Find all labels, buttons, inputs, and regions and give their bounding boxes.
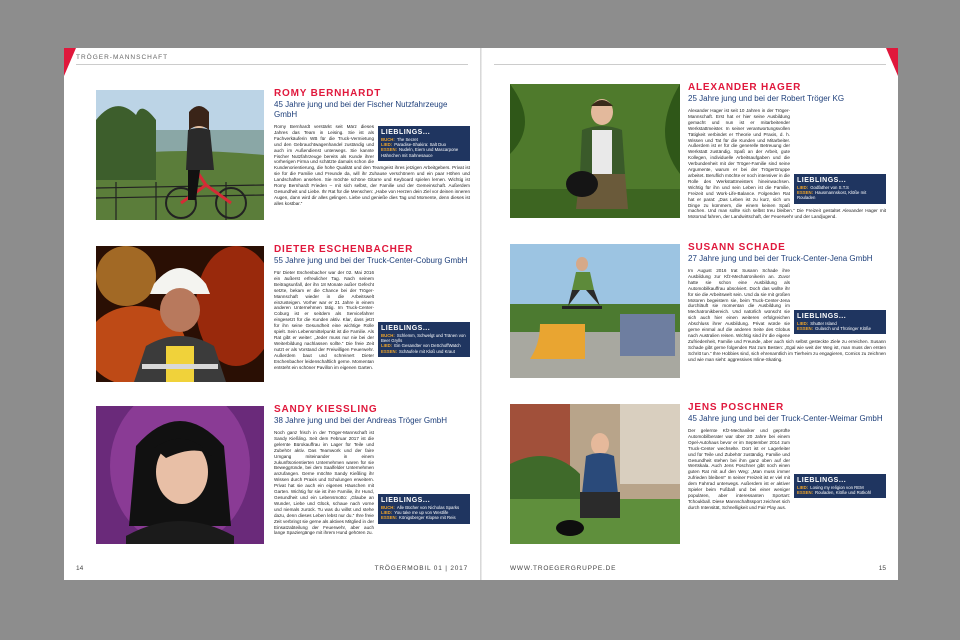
right-page [482,48,898,580]
website-url: WWW.TROEGERGRUPPE.DE [510,565,617,572]
header-rule [76,64,468,65]
profile-jens-poschner [688,402,886,511]
profile-body: Für Dieter Eschenbacher war der 02. Mai 2016 ein äußerst erfreulicher Tag. Nach seinem Beitragsunfall, der ihn 18 Monate außer Gefecht setzte, bekam er die Chance bei der Tröger-Mannschaft wieder in die Arbeitswelt einzusteigen. Vorher war er 21 Jahre in einem anderen Unternehmen tätig. Im Truck-Center-Coburg ist er seitdem als Servicefahrer eingesetzt für die Kunden aktiv. Klar, dass jetzt für ihn seine Gesundheit eine wichtige Rolle spielt. Sein Lebensmittelpunkt ist die Familie. Als Rat gibt er weiter: „Jeder muss nur nie bei der Weiterbildung nachlassen sollte.“ Die freie Zeit nutzt er als Vorstand der Freiwilligen Feuerwehr. Außerdem baut und schreinert Dieter Eschenbacher leidenschaftlich gerne. Momentan entsteht ein schöner Pavillon im eigenen Garten. [274,270,374,370]
page-number-right: 15 [878,565,886,572]
profile-body: Alexander Hager ist seit 10 Jahren in der Tröger-Mannschaft. Erst hat er hier seine Ausbildung gemacht und nun ist er mitarbeitender Werkstattmeister. In seiner verantwortungsvollen Tätigkeit verbindet er Theorie und Praxis, d. h. Wissen und Tat für die Kunden und Mitarbeiter. Außerdem ist er für die generelle Betreuung der Werkstatt zuständig. Spaß an der Arbeit, gute Kollegen, individuelle Arbeitsaufgaben und die Verbundenheit mit der Tröger-Familie sind seine Argumente, warum er bei der TrögerGruppe arbeitet. Beruflich möchte er noch intensiver in die Rolle des Werkstattmeisters hineinwachsen. Wichtig für ihn und sein Leben ist die Familie, Freizeit und Work-Life-Balance. Folgenden Rat hat er parat: „Das Leben ist zu kurz, sich um Dinge zu kümmern, die einem keinen Spaß machen. Und man sollte sich selbst treu bleiben.“ Die Freizeit gestaltet Alexander Hager mit Motorrad fahren, der Landwirtschaft, der Feuerwehr und der Landjugend. [688,108,886,220]
header-rule [494,64,886,65]
profile-body: Der gelernte Kfz-Mechaniker und geprüfte Automobilberater war über 20 Jahre bei einem Opel-Autohaus bevor er im September 2014 zum Truck-Center wechselte. Dort ist er Lagerleiter und für Teile und Zubehör zuständig. Familie und Gesundheit stehen bei ihm ganz oben auf der Wertskala. Auch Jens Poschner gibt noch einen guten Rat mit auf den Weg: „Man muss immer zufrieden bleiben!“ In seiner Freizeit ist er viel mit dem Fahrrad unterwegs. Außerdem ist er aktiver Spieler beim Fußball und bei einer weniger populären, aber interessanten Sportart: Tchoukball. Diese Mannschaftssport zeichnet sich durch Intensität, Schnelligkeit und Fair Play aus. [688,428,790,510]
profile-subtitle: 27 Jahre jung und bei der Truck-Center-Jena GmbH [688,254,873,263]
photo-jens-poschner [510,404,680,544]
profile-body: Im August 2016 trat Susann Schade ihre Ausbildung zur Kfz-Mechatronikerin an. Zuvor hatte sie schon eine Ausbildung als Automobilkauffrau absolviert. Doch das wollte ihr für sie die Arbeitswelt sein. Und da sie mit großen Motoren begeistern sie, beim Truck-Center-Jena durchläuft sie momentan die Ausbildung im Mechatronikbereich. Und natürlich wünscht sie sich auch hier einen weiteren erfolgreichen Abschluss ihrer Ausbildung. Privat würde sie gerne einmal auf die anderen Seite des Globus nach Australien reisen. Wichtig sind ihr die eigene Zufriedenheit, Familie und Freunde, aber auch sich selbst gesteckte Ziele zu erreichen. Susann Schade gibt gerne folgenden Rat zum Besten: „Egal wie weit der Weg ist, man muss den ersten Schritt tun.“ Ihre Hobbies sind, sich ehrenamtlich im Tierheim zu engagieren, Comics zu zeichnen und wie man sieht: aggressives Inline-Skating. [688,268,886,362]
favorites-box: LIEBLINGS... BUCH: Alle Bücher von Nicholas Sparks LIED: You take me up von Westlife ESSEN: Königsberger Klopse mit Reis [378,494,470,524]
corner-accent-right [886,48,898,76]
profile-body: Noch ganz frisch in der Tröger-Mannschaft ist Sandy Kießling. Seit dem Februar 2017 ist die gelernte Bürokauffrau im Lager für Teile und Zubehör aktiv. Das Teamwork und der faire Umgang miteinander in einem zukunftsorientierten Unternehmen waren für sie Beweggründe, bei dem Saalfelder Unternehmen anzufangen. Gerne möchte Sandy Kießling ihr Wissen durch Praxis und Schulungen erweitern. Privat hat sie auch ein eigenes Häuschen mit Garten. Wichtig für sie ist ihre Familie, ihr Hund, Gesundheit und ein Lebensmotto: „Glaube an Wunder, Liebe und Glück, schaue nach vorne und niemals zurück. Tu was du willst und stehe dazu, denn dieses Leben lebst nur du.“ Ihre freie Zeit verbringt sie gerne als aktives Mitglied in der Einsatzabteilung der Feuerwehr, aber auch lange Spaziergänge mit ihrem Hund gehören zu. [274,430,374,536]
favorites-box: LIEBLINGS... LIED: Shutter Island ESSEN: Gulasch und Thüringer Klöße [794,310,886,334]
favorites-title: LIEBLINGS... [381,497,431,504]
photo-romy-bernhardt [96,90,264,220]
profile-body: Romy Bernhardt verstärkt seit März dieses Jahres das Team in Leising. Sie ist als Fachverkäuferin WB für die Truck-Vermietung und den Gebrauchtwagenhandel zuständig und auch im Außendienst unterwegs. Sie kannte Fischer Nutzfahrzeuge bereits als Kunde ihrer vorherigen Firma und schätzte damals schon die Kundenorientierung, die hohe Qualität und den Teamgeist ihres jetzigen Arbeitgebers. Privat ist sie für die Familie und Freunde da, will ihr Zuhause verschönern und ein paar Höhen und Landschaften ansehen. Sie möchte schöne Gitarre und Keyboard spielen lernen. Wichtig ist Romy Bernhardt Frieden – mit sich selbst, der Familie und der Gemeinschaft. Außerdem Gesundheit und Liebe. Ihr Rat für die Menschen: „Habe von Herzen dein Ziel vor deinen inneren Augen, dann wird dir alles gelingen. Liebe und genieße dies Tag und Momente, denn dieses ist alles kostbar.“ [274,124,470,206]
profile-romy-bernhardt [274,88,470,207]
profile-alexander-hager [688,82,886,220]
profile-dieter-eschenbacher [274,244,470,370]
profile-sandy-kiessling [274,404,470,536]
profile-name: ALEXANDER HAGER [688,82,802,93]
favorites-box: LIEBLINGS... BUCH: Schlemm, Schwelgt und Tränen von Beer Grylls LIED: Ein Gesandter von DeSchoffWatch ESSEN: Schäufele mit Kloß und Kraut [378,322,470,357]
favorites-title: LIEBLINGS... [797,177,847,184]
profile-name: DIETER ESCHENBACHER [274,244,414,255]
profile-name: SUSANN SCHADE [688,242,786,253]
profile-name: SANDY KIESSLING [274,404,378,415]
left-page [64,48,480,580]
photo-susann-schade [510,244,680,378]
profile-name: ROMY BERNHARDT [274,88,382,99]
profile-subtitle: 45 Jahre jung und bei der Truck-Center-Weimar GmbH [688,414,883,423]
profile-name: JENS POSCHNER [688,402,784,413]
favorites-title: LIEBLINGS... [797,313,847,320]
photo-dieter-eschenbacher [96,246,264,382]
favorites-title: LIEBLINGS... [381,325,431,332]
favorites-box: LIEBLINGS... BUCH: The Secret LIED: Paradise-Shakira: Salt Duo ESSEN: Nudeln, Eiern und Mascarpone Hähnchen mit Sahnesauce [378,126,470,161]
page-number-left: 14 [76,565,84,572]
favorites-box: LIEBLINGS... LIED: Godfather von S.T.S ESSEN: Hausmannskost, Klöße mit Rouladen [794,174,886,204]
favorites-title: LIEBLINGS... [381,129,431,136]
profile-subtitle: 25 Jahre jung und bei der Robert Tröger KG [688,94,845,103]
profile-subtitle: 38 Jahre jung und bei der Andreas Tröger GmbH [274,416,447,425]
profile-subtitle: 45 Jahre jung und bei der Fischer Nutzfahrzeuge GmbH [274,100,448,119]
photo-alexander-hager [510,84,680,218]
section-title: TRÖGER-MANNSCHAFT [76,54,169,61]
favorites-title: LIEBLINGS... [797,477,847,484]
magazine-issue: TRÖGERMOBIL 01 | 2017 [374,565,468,572]
favorites-box: LIEBLINGS... LIED: Losing my religion von REM ESSEN: Rouladen, Klöße und Rotkohl [794,474,886,498]
profile-subtitle: 55 Jahre jung und bei der Truck-Center-Coburg GmbH [274,256,468,265]
profile-susann-schade [688,242,886,363]
corner-accent-left [64,48,76,76]
photo-sandy-kiessling [96,406,264,544]
